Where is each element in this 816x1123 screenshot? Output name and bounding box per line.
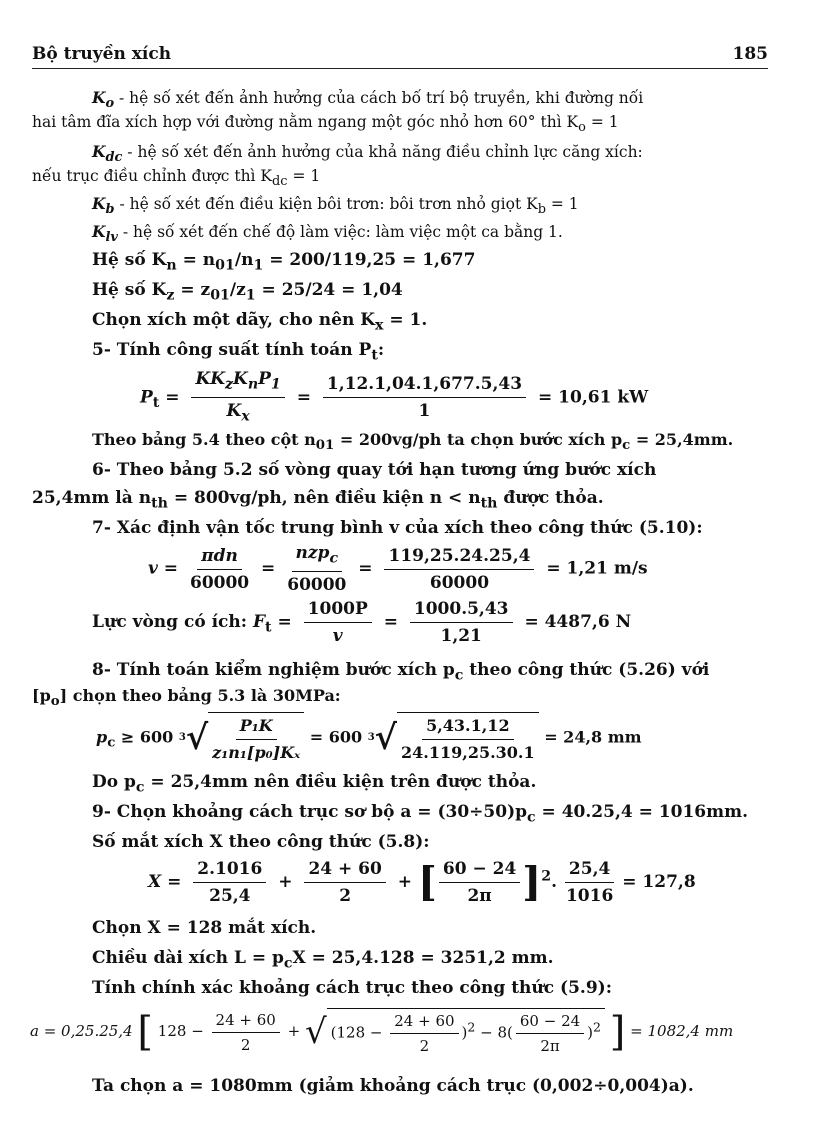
step9-heading: 9- Chọn khoảng cách trục sơ bộ $a = (30\div 50)p_c = 40.25,4 = 1016mm$. [92, 802, 748, 826]
coef-kz: Hệ số $K_z = z_{01}/z_1 = 25/24 = 1,04$ [92, 280, 403, 304]
paragraph-ko-cont: hai tâm đĩa xích hợp với đường nằm ngang một góc nhỏ hơn 60° thì $K_o = 1$ [32, 113, 619, 136]
equation-center-distance: a = 0,25.25,4 [ 128 − $\frac{24 + 60}{2}$ + √ (128 − $\frac{24 + 60}{2}$ )$^2$ − 8( $\frac{60 - 24}{2\pi}$ )$^2$ ] = 1082,4 mm [30, 1009, 734, 1055]
equation-force: Lực vòng có ích: $F_t$ = $\frac{1000P}{v}$ = $\frac{1000.5,43}{1,21}$ = 4487,6 N [92, 599, 632, 646]
links-formula-intro: Số mắt xích X theo công thức (5.8): [92, 832, 430, 852]
equation-velocity: v = $\frac{\text{πdn}}{60000}$ = $\frac{nzp_c}{60000}$ = $\frac{119,25.24.25,4}{60000}$ = 1,21 m/s [148, 543, 648, 596]
header-divider [32, 68, 768, 69]
paragraph-kb: $K_b$ - hệ số xét đến điều kiện bôi trơn: bôi trơn nhỏ giọt $K_b = 1$ [92, 194, 579, 218]
coef-kx: Chọn xích một dãy, cho nên $K_x = 1$. [92, 310, 428, 334]
step7-heading: 7- Xác định vận tốc trung bình v của xích theo công thức (5.10): [92, 518, 703, 538]
step6-line2: 25,4mm là $n_{th} = 800vg/ph$, nên điều kiện $n < n_{th}$ được thỏa. [32, 488, 604, 512]
page-header [32, 40, 768, 64]
paragraph-table54: Theo bảng 5.4 theo cột $n_{01} = 200vg/ph$ ta chọn bước xích $p_c = 25,4mm$. [92, 430, 734, 454]
paragraph-ko: $K_o$ - hệ số xét đến ảnh hưởng của cách bố trí bộ truyền, khi đường nối [92, 88, 644, 112]
equation-links: X = $\frac{2.1016}{25,4}$ + $\frac{24 + 60}{2}$ + [ $\frac{60 - 24}{2\pi}$ ]$^2$. $\frac{25,4}{1016}$ = 127,8 [148, 858, 696, 906]
paragraph-kdc-cont: nếu trục điều chỉnh được thì $K_{dc} = 1$ [32, 167, 321, 190]
page-number: 185 [732, 44, 768, 64]
equation-pitch-check: $p_c \ge 600$ 3 √ $\frac{\text{P₁K}}{\text{z₁n₁[p₀]Kₓ}}$ = 600 3 √ $\frac{5,43.1,12}{24.119,25.30.1}$ = 24,8 mm [96, 712, 642, 764]
step8-line1: 8- Tính toán kiểm nghiệm bước xích $p_c$ theo công thức (5.26) với [92, 660, 710, 684]
paragraph-klv: $K_{lv}$ - hệ số xét đến chế độ làm việc: làm việc một ca bằng 1. [92, 222, 563, 246]
chapter-title: Bộ truyền xích [32, 44, 172, 64]
chain-length: Chiều dài xích $L = p_cX = 25,4.128 = 3251,2$ mm. [92, 948, 554, 972]
paragraph-kdc: $K_{dc}$ - hệ số xét đến ảnh hưởng của khả năng điều chỉnh lực căng xích: [92, 142, 643, 166]
step5-heading: 5- Tính công suất tính toán $P_t$: [92, 340, 385, 364]
equation-pt: $P_t$ = $\frac{KK_zK_nP_1}{K_x}$ = $\frac{1,12.1,04.1,677.5,43}{1}$ = 10,61 kW [140, 369, 649, 425]
exact-distance-intro: Tính chính xác khoảng cách trục theo công thức (5.9): [92, 978, 612, 998]
final-choice: Ta chọn a = 1080mm (giảm khoảng cách trục (0,002÷0,004)a). [92, 1076, 694, 1096]
step6-line1: 6- Theo bảng 5.2 số vòng quay tới hạn tương ứng bước xích [92, 460, 657, 480]
step8-line2: $[p_o]$ chọn theo bảng 5.3 là 30MPa: [32, 686, 341, 710]
coef-kn: Hệ số $K_n = n_{01}/n_1 = 200/119,25 = 1,677$ [92, 250, 476, 274]
pitch-condition: Do $p_c = 25,4mm$ nên điều kiện trên được thỏa. [92, 772, 537, 796]
chosen-links: Chọn X = 128 mắt xích. [92, 918, 317, 938]
